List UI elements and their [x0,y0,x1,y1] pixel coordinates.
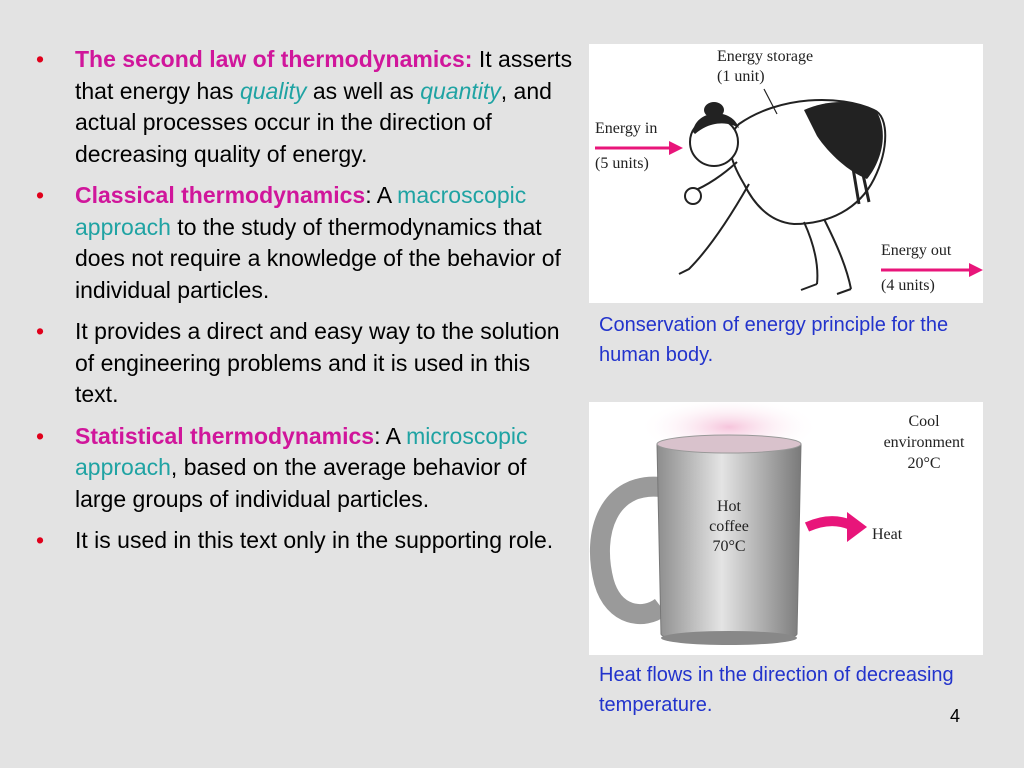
bullet-second-law [36,44,576,170]
bullet-dot: • [36,527,45,553]
energy-out-units: (4 units) [881,277,935,294]
energy-storage-label: Energy storage [717,48,814,65]
env-label-temp: 20°C [907,455,941,472]
energy-out-label: Energy out [881,242,952,259]
microscopic-approach: microscopic approach [75,422,528,480]
bullet-classical [36,180,576,306]
figure-heat-flow [589,402,983,655]
sumo-wrestler-illustration [589,44,983,303]
text: , based on the average behavior of large groups of individual particles. [75,454,527,512]
coffee-mug-illustration [589,402,983,655]
bullet-supporting-role [36,525,576,557]
word-quantity: quantity [420,77,501,104]
page-number: 4 [950,706,961,726]
macroscopic-approach: macroscopic approach [75,182,527,240]
bullet-direct-easy [36,316,576,411]
text: It asserts that energy has [75,46,573,104]
text: : A [374,422,407,449]
bullet-list [36,44,576,567]
mug-label-temp: 70°C [712,538,746,555]
text: : A [365,182,398,208]
text: , and actual processes occur in the direction of decreasing quality of energy. [75,77,552,167]
figure-human-body [589,44,983,303]
heat-label: Heat [872,526,903,543]
text: It provides a direct and easy way to the solution of engineering problems and it is used in this text. [75,318,560,407]
figure2-caption: Heat flows in the direction of decreasing temperature. [599,664,954,716]
figure1-caption: Conservation of energy principle for the human body. [599,314,949,366]
bullet-dot: • [36,182,45,208]
mug-label-coffee: coffee [709,518,749,535]
bullet-dot: • [36,318,45,344]
energy-storage-units: (1 unit) [717,68,765,85]
term-statistical: Statistical thermodynamics [75,422,375,449]
term-second-law: The second law of thermodynamics: [75,46,473,72]
term-classical: Classical thermodynamics [75,182,366,208]
mug-label-hot: Hot [717,498,741,515]
energy-in-label: Energy in [595,120,658,137]
text: as well as [306,77,421,104]
text: It is used in this text only in the supporting role. [75,527,554,553]
energy-in-units: (5 units) [595,155,649,172]
bullet-dot: • [36,46,45,72]
text: to the study of thermodynamics that does not require a knowledge of the behavior of individual particles. [75,213,561,303]
env-label-cool: Cool [908,413,940,430]
bullet-statistical [36,421,576,516]
env-label-environment: environment [883,434,965,451]
word-quality: quality [239,77,307,104]
bullet-dot: • [36,422,45,449]
